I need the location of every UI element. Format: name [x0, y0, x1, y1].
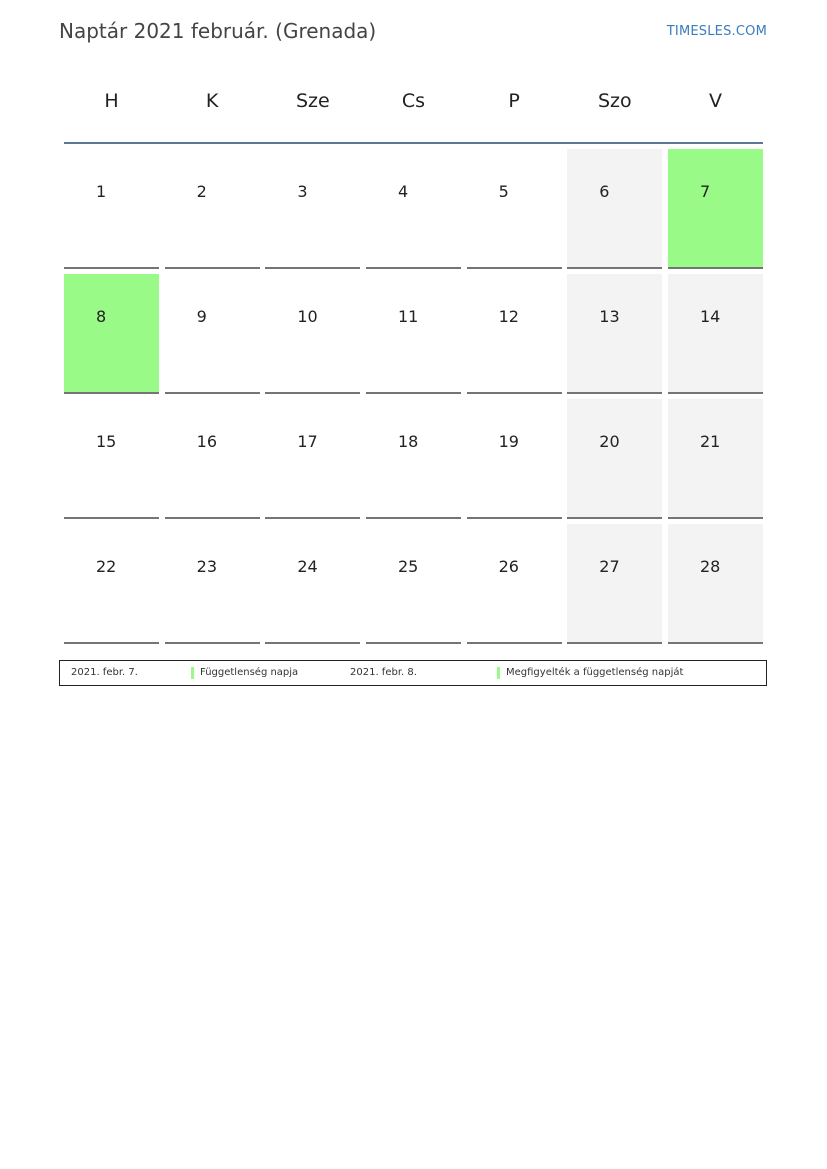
- brand-link[interactable]: TIMESLES.COM: [666, 24, 767, 39]
- calendar-grid: [64, 149, 763, 644]
- day-number: 27: [599, 557, 620, 576]
- calendar-day-holiday: [668, 149, 763, 269]
- weekday-label: P: [508, 90, 520, 112]
- day-number: 19: [498, 432, 519, 451]
- page-title: Naptár 2021 február. (Grenada): [59, 19, 377, 43]
- day-number: 24: [297, 557, 318, 576]
- holiday-color-marker: [497, 667, 500, 679]
- calendar-day-holiday: [64, 274, 159, 394]
- day-number: 20: [599, 432, 620, 451]
- day-number: 3: [297, 182, 308, 201]
- calendar-day: [64, 524, 159, 644]
- calendar-day: [467, 524, 562, 644]
- day-number: 18: [397, 432, 419, 451]
- day-number: 8: [96, 307, 107, 326]
- calendar-day: [64, 399, 159, 519]
- day-number: 7: [699, 182, 711, 201]
- day-number: 2: [196, 182, 207, 201]
- legend-date: 2021. febr. 7.: [71, 667, 138, 678]
- calendar-day: [165, 524, 260, 644]
- day-number: 16: [196, 432, 218, 451]
- legend-holiday-name: Függetlenség napja: [200, 667, 299, 678]
- day-number: 15: [96, 432, 117, 451]
- calendar-day: [64, 149, 159, 269]
- day-number: 1: [96, 182, 107, 201]
- calendar-day: [165, 399, 260, 519]
- calendar-day: [668, 274, 763, 394]
- weekday-label: Szo: [597, 90, 632, 112]
- day-number: 13: [599, 307, 620, 326]
- day-number: 14: [699, 307, 721, 326]
- day-number: 12: [498, 307, 519, 326]
- calendar-day: [567, 524, 662, 644]
- day-number: 26: [498, 557, 519, 576]
- calendar-day: [366, 524, 461, 644]
- calendar-day: [467, 399, 562, 519]
- day-number: 22: [96, 557, 117, 576]
- weekday-header: [64, 90, 763, 120]
- weekday-label: Cs: [401, 90, 426, 112]
- calendar-day: [668, 399, 763, 519]
- header-divider: [64, 142, 763, 144]
- calendar-day: [567, 149, 662, 269]
- day-number: 10: [297, 307, 318, 326]
- holiday-legend: [59, 660, 767, 686]
- calendar-day: [567, 274, 662, 394]
- holiday-color-marker: [191, 667, 194, 679]
- calendar-day: [467, 149, 562, 269]
- legend-date: 2021. febr. 8.: [350, 667, 417, 678]
- legend-holiday-name: Megfigyelték a függetlenség napját: [506, 667, 684, 678]
- calendar-day: [366, 149, 461, 269]
- calendar-day: [366, 399, 461, 519]
- calendar-day: [467, 274, 562, 394]
- weekday-label: Sze: [295, 90, 330, 112]
- day-number: 5: [498, 182, 509, 201]
- calendar-day: [265, 524, 360, 644]
- calendar-day: [668, 524, 763, 644]
- day-number: 21: [699, 432, 721, 451]
- calendar-day: [567, 399, 662, 519]
- calendar-day: [265, 274, 360, 394]
- weekday-label: K: [205, 90, 219, 112]
- day-number: 23: [196, 557, 218, 576]
- day-number: 9: [196, 307, 207, 326]
- calendar-day: [265, 399, 360, 519]
- calendar-day: [165, 274, 260, 394]
- day-number: 28: [699, 557, 721, 576]
- day-number: 11: [397, 307, 419, 326]
- calendar-day: [265, 149, 360, 269]
- calendar-day: [165, 149, 260, 269]
- weekday-label: H: [104, 90, 119, 112]
- weekday-label: V: [708, 90, 722, 112]
- calendar-day: [366, 274, 461, 394]
- day-number: 25: [397, 557, 419, 576]
- day-number: 17: [297, 432, 318, 451]
- day-number: 4: [397, 182, 409, 201]
- day-number: 6: [599, 182, 610, 201]
